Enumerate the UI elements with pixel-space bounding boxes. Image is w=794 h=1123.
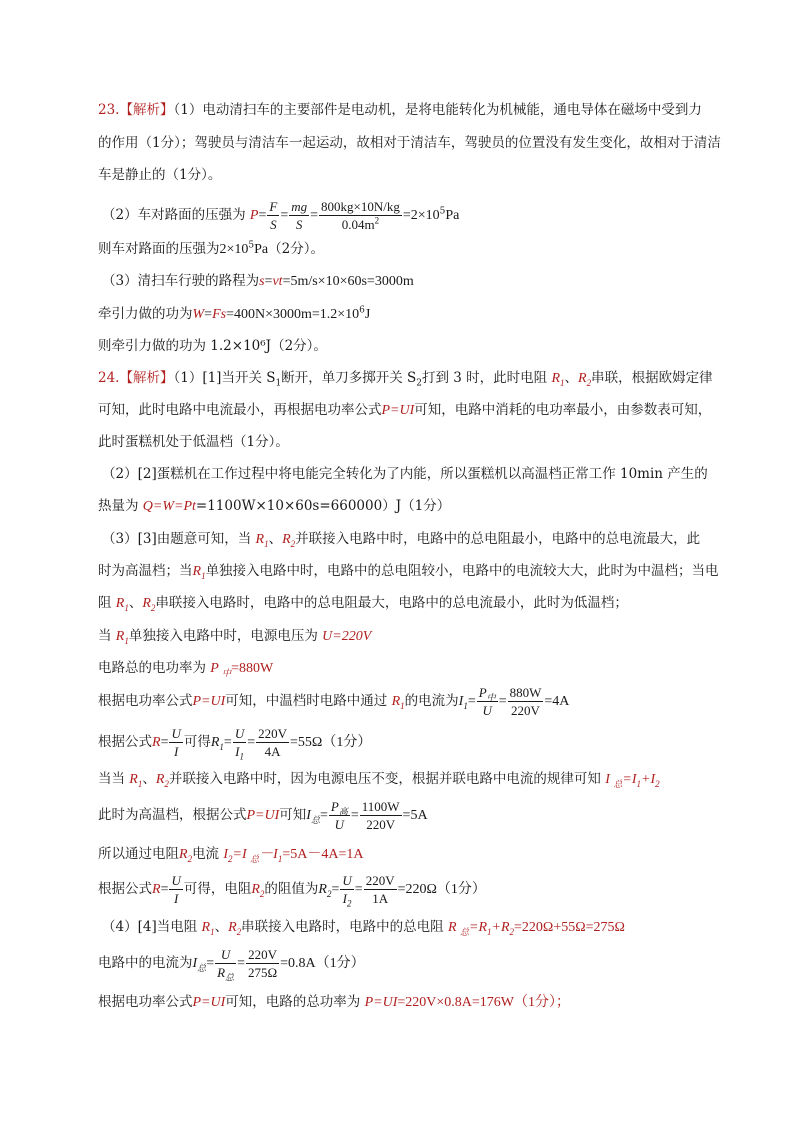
q24-line-9: 当 $R_1$单独接入电路中时，电源电压为 U=220V xyxy=(98,628,372,646)
q23-line-2: 的作用（1分）；驾驶员与清洁车一起运动，故相对于清洁车，驾驶员的位置没有发生变化，故相对于清洁 xyxy=(98,135,721,151)
q23-line-1: 23.【解析】（1）电动清扫车的主要部件是电动机，是将电能转化为机械能，通电导体在磁场中受到力 xyxy=(98,102,702,118)
q23-tag: 【解析】 xyxy=(119,102,174,118)
q24-line-17: （4）[4]当电阻 $R_1$、$R_2$串联接入电路时，电路中的总电阻 R $_总=R_1+R_2=220\Omega+55\Omega=275\Omega$ xyxy=(102,919,625,937)
q23-line-3: 车是静止的（1分）。 xyxy=(98,167,222,183)
q24-line-11: 根据电功率公式P=UI可知，中温档时电路中通过 $R_1$的电流为$I_1=$ $P_中$ U = $\frac{880W}{220V}$ =4A xyxy=(98,685,570,718)
q23-pressure-formula: （2）车对路面的压强为 P= $\frac{F}{S}$ = $\frac{mg}{S}$ = $\frac{800kg\times 10N/kg}{0.04m^2}$ $=2\times 10^5Pa$ xyxy=(102,199,460,232)
q24-line-18: 电路中的电流为$I_总=$ U $R_总$ = $\frac{220V}{275\Omega}$ =0.8A（1分） xyxy=(98,947,365,983)
q24-line-14: 此时为高温档，根据公式P=UI可知$I_总=$ $P_高$ U = $\frac{1100W}{220V}$ =5A xyxy=(98,799,428,832)
q24-line-3: 此时蛋糕机处于低温档（1分）。 xyxy=(98,434,289,450)
q23-work: 牵引力做的功为$W=Fs=400N\times 3000m=1.2\times 10^6J$ xyxy=(98,305,371,322)
q24-line-2: 可知，此时电路中电流最小，再根据电功率公式P=UI可知，电路中消耗的电功率最小，由参数表可知， xyxy=(98,402,712,418)
q24-line-19: 根据电功率公式P=UI可知，电路的总功率为 P=UI=220V×0.8A=176W（1分）； xyxy=(98,994,570,1010)
q23-line-5: 则车对路面的压强为$2\times 10^5Pa(2$分）。 xyxy=(98,240,324,257)
q24-line-8: 阻 $R_1$、$R_2$串联接入电路时，电路中的总电阻最大，电路中的总电流最小，此时为低温档； xyxy=(98,595,628,613)
q24-line-13: 当当 $R_1$、$R_2$并联接入电路中时，因为电源电压不变，根据并联电路中电流的规律可知 I $_总=I_1+I_2$ xyxy=(98,771,660,789)
q24-line-10: 电路总的电功率为 P $_中$=880W xyxy=(98,660,274,678)
q24-line-16: 根据公式R= $\frac{U}{I}$ 可得，电阻$R_2$的阻值为$R_2=$ $\frac{U}{I_2}$ = $\frac{220V}{1A}$ =220Ω（1分） xyxy=(98,873,486,909)
q24-line-4: （2）[2]蛋糕机在工作过程中将电能完全转化为了内能，所以蛋糕机以高温档正常工作 10min 产生的 xyxy=(102,466,708,482)
q23-line-8: 则牵引力做的功为 1.2×10⁶J（2分）。 xyxy=(98,338,327,354)
q24-line-12: 根据公式R= $\frac{U}{I}$ 可得$R_1=$ $\frac{U}{I_1}$ = $\frac{220V}{4A}$ =55Ω（1分） xyxy=(98,726,372,762)
q24-line-1: 24.【解析】（1）[1]当开关 $S_1$断开，单刀多掷开关 $S_2$打到 3 时，此时电阻 $R_1$、$R_2$串联，根据欧姆定律 xyxy=(98,370,713,389)
q24-line-7: 时为高温档；当$R_1$单独接入电路中时，电路中的总电阻较小，电路中的电流较大大，此时为中温档；当电 xyxy=(98,563,719,581)
q24-line-6: （3）[3]由题意可知，当 $R_1$、$R_2$并联接入电路中时，电路中的总电阻最小，电路中的总电流最大，此 xyxy=(102,531,701,549)
q24-line-5: 热量为 Q=W=Pt=1100W×10×60s=660000）J（1分） xyxy=(98,498,451,514)
q24-tag: 【解析】 xyxy=(119,370,174,386)
q24-line-15: 所以通过电阻$R_2$电流 $I_2=I$ $_总-I_1=5A-4A=1A$ xyxy=(98,846,364,864)
q24-number: 24. xyxy=(98,370,120,386)
q23-distance: （3）清扫车行驶的路程为s=vt=5m/s×10×60s=3000m xyxy=(102,273,414,289)
q23-number: 23. xyxy=(98,102,120,118)
